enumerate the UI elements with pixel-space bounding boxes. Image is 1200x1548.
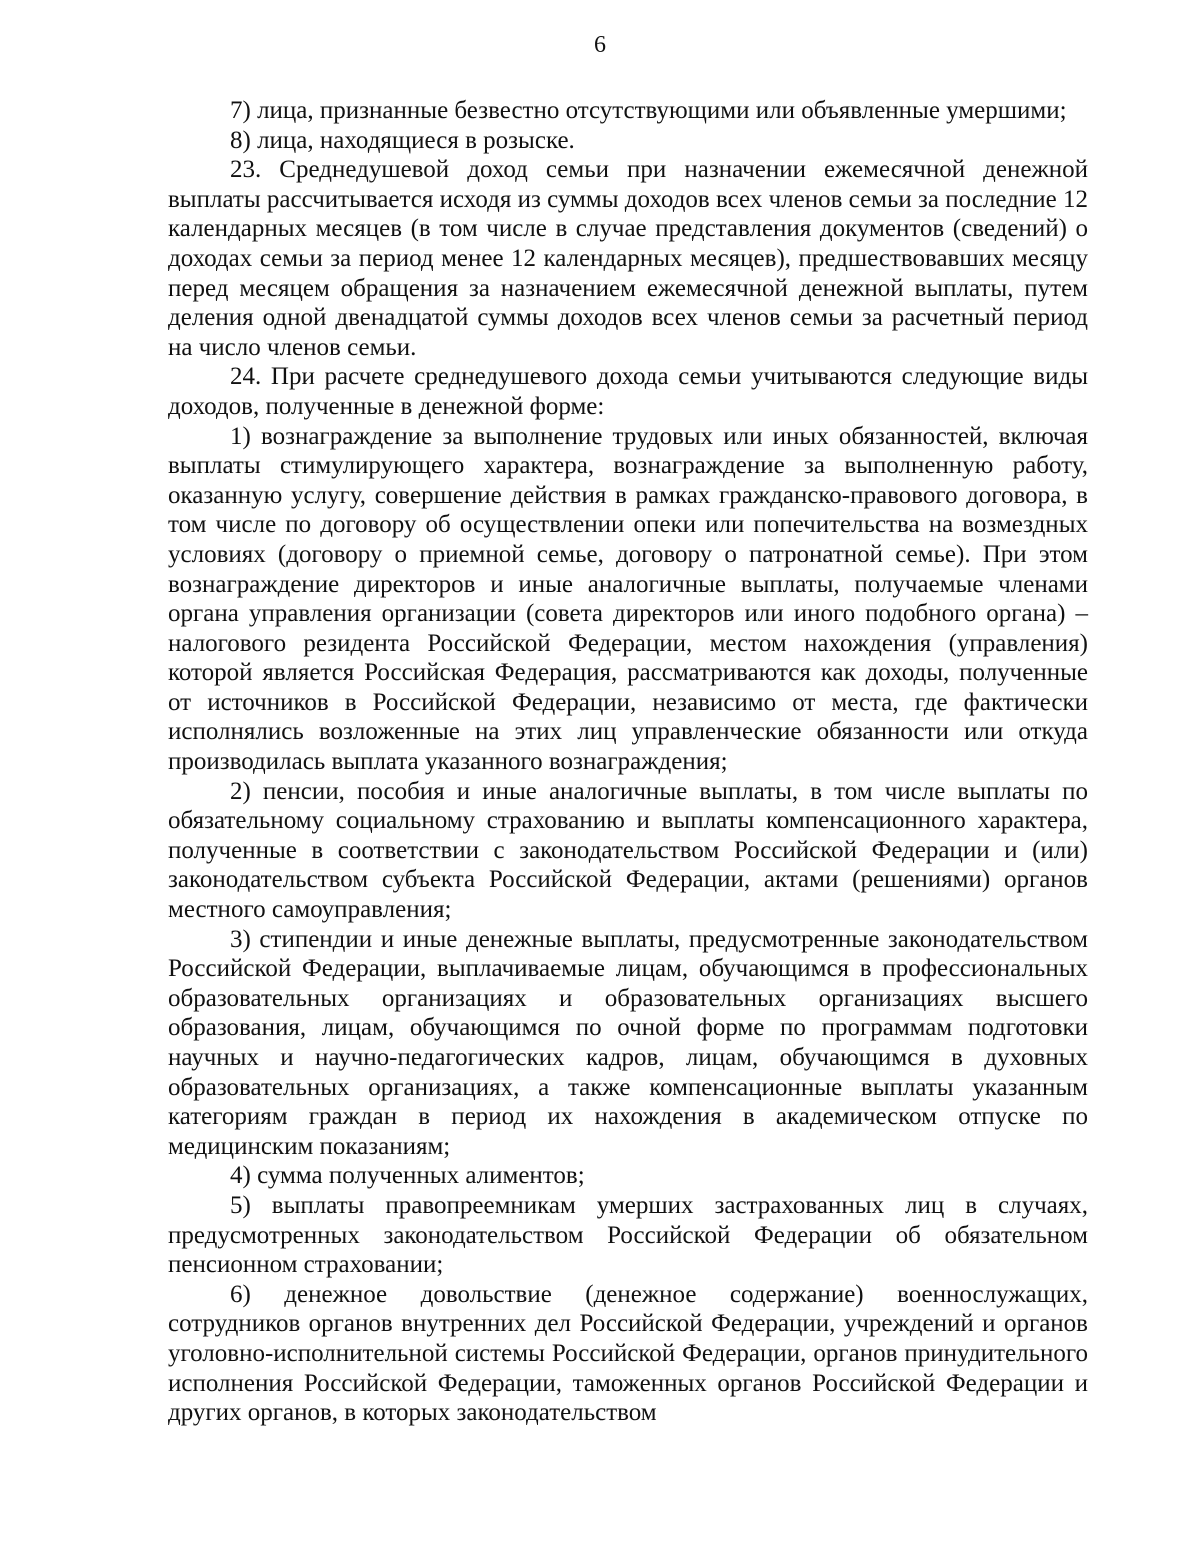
- paragraph-24-item-1: 1) вознаграждение за выполнение трудовых или иных обязанностей, включая выплаты стимулирующего характера, вознаграждение за выполненную работу, оказанную услугу, совершение действия в рамках гражданско-правового договора, в том числе по договору об осуществлении опеки или попечительства на возмездных условиях (договору о приемной семье, договору о патронатной семье). При этом вознаграждение директоров и иные аналогичные выплаты, получаемые членами органа управления организации (совета директоров или иного подобного органа) – налогового резидента Российской Федерации, местом нахождения (управления) которой является Российская Федерация, рассматриваются как доходы, полученные от источников в Российской Федерации, независимо от места, где фактически исполнялись возложенные на этих лиц управленческие обязанности или откуда производилась выплата указанного вознаграждения;: [168, 422, 1088, 776]
- paragraph-24-item-5: 5) выплаты правопреемникам умерших застрахованных лиц в случаях, предусмотренных законодательством Российской Федерации об обязательном пенсионном страховании;: [168, 1191, 1088, 1279]
- paragraph-item-8: 8) лица, находящиеся в розыске.: [230, 126, 575, 154]
- paragraph-24: 24. При расчете среднедушевого дохода семьи учитываются следующие виды доходов, полученные в денежной форме:: [168, 363, 1088, 420]
- paragraph-item-7: 7) лица, признанные безвестно отсутствующими или объявленные умершими;: [230, 97, 1067, 124]
- paragraph-24-item-6: 6) денежное довольствие (денежное содержание) военнослужащих, сотрудников органов внутренних дел Российской Федерации, учреждений и органов уголовно-исполнительной системы Российской Федерации, органов принудительного исполнения Российской Федерации, таможенных органов Российской Федерации и других органов, в которых законодательством: [168, 1280, 1088, 1427]
- document-body: [168, 96, 1088, 1428]
- paragraph-24-item-2: 2) пенсии, пособия и иные аналогичные выплаты, в том числе выплаты по обязательному социальному страхованию и выплаты компенсационного характера, полученные в соответствии с законодательством Российской Федерации и (или) законодательством субъекта Российской Федерации, актами (решениями) органов местного самоуправления;: [168, 777, 1088, 924]
- paragraph-23: 23. Среднедушевой доход семьи при назначении ежемесячной денежной выплаты рассчитывается исходя из суммы доходов всех членов семьи за последние 12 календарных месяцев (в том числе в случае представления документов (сведений) о доходах семьи за период менее 12 календарных месяцев), предшествовавших месяцу перед месяцем обращения за назначением ежемесячной денежной выплаты, путем деления одной двенадцатой суммы доходов всех членов семьи за расчетный период на число членов семьи.: [168, 156, 1088, 361]
- page-number: 6: [594, 32, 606, 58]
- paragraph-24-item-3: 3) стипендии и иные денежные выплаты, предусмотренные законодательством Российской Федерации, выплачиваемые лицам, обучающимся в профессиональных образовательных организациях и образовательных организациях высшего образования, лицам, обучающимся по очной форме по программам подготовки научных и научно-педагогических кадров, лицам, обучающимся в духовных образовательных организациях, а также компенсационные выплаты указанным категориям граждан в период их нахождения в академическом отпуске по медицинским показаниям;: [168, 925, 1088, 1160]
- paragraph-24-item-4: 4) сумма полученных алиментов;: [230, 1162, 585, 1190]
